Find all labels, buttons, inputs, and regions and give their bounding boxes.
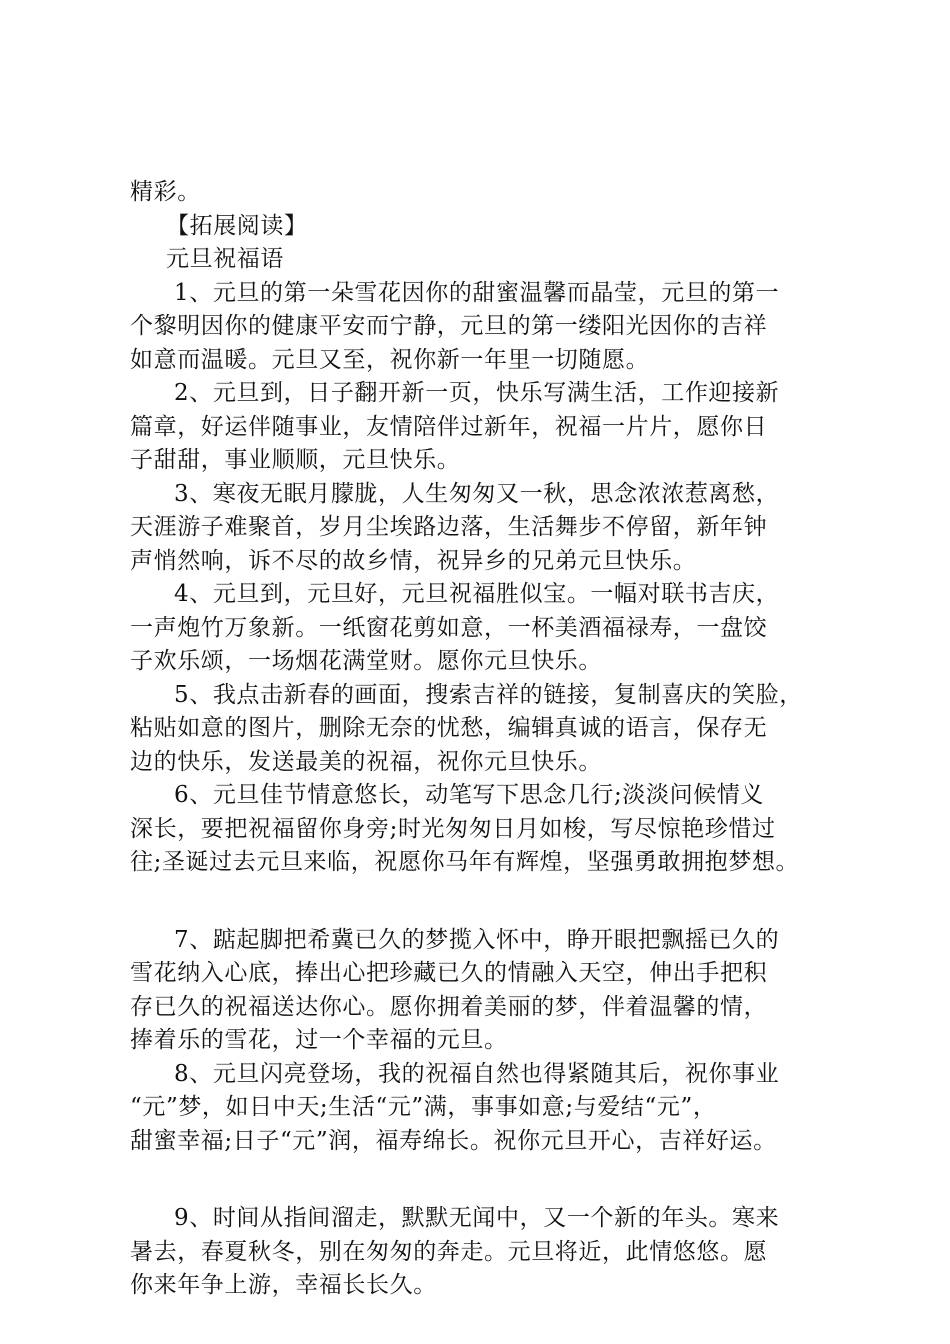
- paragraph-7-line: 存已久的祝福送达你心。愿你拥着美丽的梦，伴着温馨的情，: [130, 993, 768, 1020]
- paragraph-1-line: 如意而温暖。元旦又至，祝你新一年里一切随愿。: [130, 346, 650, 373]
- paragraph-8-line: 甜蜜幸福;日子“元”润，福寿绵长。祝你元旦开心，吉祥好运。: [130, 1127, 777, 1154]
- paragraph-6-line: 往;圣诞过去元旦来临，祝愿你马年有辉煌，坚强勇敢拥抱梦想。: [130, 849, 800, 875]
- paragraph-gap: [130, 1158, 850, 1202]
- document-body: [130, 176, 850, 1303]
- paragraph-7-line: 7、踮起脚把希冀已久的梦揽入怀中，睁开眼把飘摇已久的: [174, 926, 780, 953]
- paragraph-5-line: 粘贴如意的图片，删除无奈的忧愁，编辑真诚的语言，保存无: [130, 715, 768, 741]
- paragraph-7-line: 捧着乐的雪花，过一个幸福的元旦。: [130, 1027, 508, 1053]
- paragraph-9-line: 9、时间从指间溜走，默默无闻中，又一个新的年头。寒来: [174, 1205, 780, 1231]
- article-title: 元旦祝福语: [166, 246, 284, 272]
- paragraph-4-line: 一声炮竹万象新。一纸窗花剪如意，一杯美酒福禄寿，一盘饺: [130, 614, 768, 641]
- paragraph-2-line: 子甜甜，事业顺顺，元旦快乐。: [130, 447, 461, 473]
- paragraph-9-line: 你来年争上游，幸福长长久。: [130, 1272, 437, 1298]
- paragraph-4-line: 子欢乐颂，一场烟花满堂财。愿你元旦快乐。: [130, 648, 602, 674]
- paragraph-5-line: 5、我点击新春的画面，搜索吉祥的链接，复制喜庆的笑脸，: [174, 681, 803, 708]
- paragraph-4-line: 4、元旦到，元旦好，元旦祝福胜似宝。一幅对联书吉庆，: [174, 581, 780, 607]
- paragraph-6-line: 6、元旦佳节情意悠长，动笔写下思念几行;淡淡问候情义: [174, 782, 764, 808]
- paragraph-3-line: 天涯游子难聚首，岁月尘埃路边落，生活舞步不停留，新年钟: [130, 514, 768, 540]
- paragraph-8-line: “元”梦，如日中天;生活“元”满，事事如意;与爱结“元”，: [130, 1094, 717, 1120]
- paragraph-3-line: 3、寒夜无眠月朦胧，人生匆匆又一秋，思念浓浓惹离愁，: [174, 480, 780, 507]
- text-line: 精彩。: [130, 179, 201, 205]
- paragraph-3-line: 声悄然响，诉不尽的故乡情，祝异乡的兄弟元旦快乐。: [130, 547, 697, 574]
- paragraph-1-line: 1、元旦的第一朵雪花因你的甜蜜温馨而晶莹，元旦的第一: [174, 279, 780, 306]
- paragraph-9-line: 暑去，春夏秋冬，别在匆匆的奔走。元旦将近，此情悠悠。愿: [130, 1238, 768, 1265]
- paragraph-2-line: 篇章，好运伴随事业，友情陪伴过新年，祝福一片片，愿你日: [130, 413, 768, 440]
- paragraph-1-line: 个黎明因你的健康平安而宁静，元旦的第一缕阳光因你的吉祥: [130, 313, 768, 339]
- paragraph-6-line: 深长，要把祝福留你身旁;时光匆匆日月如梭，写尽惊艳珍惜过: [130, 815, 776, 842]
- paragraph-gap: [130, 880, 850, 924]
- paragraph-5-line: 边的快乐，发送最美的祝福，祝你元旦快乐。: [130, 748, 602, 775]
- paragraph-8-line: 8、元旦闪亮登场，我的祝福自然也得紧随其后，祝你事业: [174, 1060, 780, 1087]
- paragraph-2-line: 2、元旦到，日子翻开新一页，快乐写满生活，工作迎接新: [174, 380, 780, 406]
- section-heading: 【拓展阅读】: [166, 212, 308, 239]
- paragraph-7-line: 雪花纳入心底，捧出心把珍藏已久的情融入天空，伸出手把积: [130, 960, 768, 986]
